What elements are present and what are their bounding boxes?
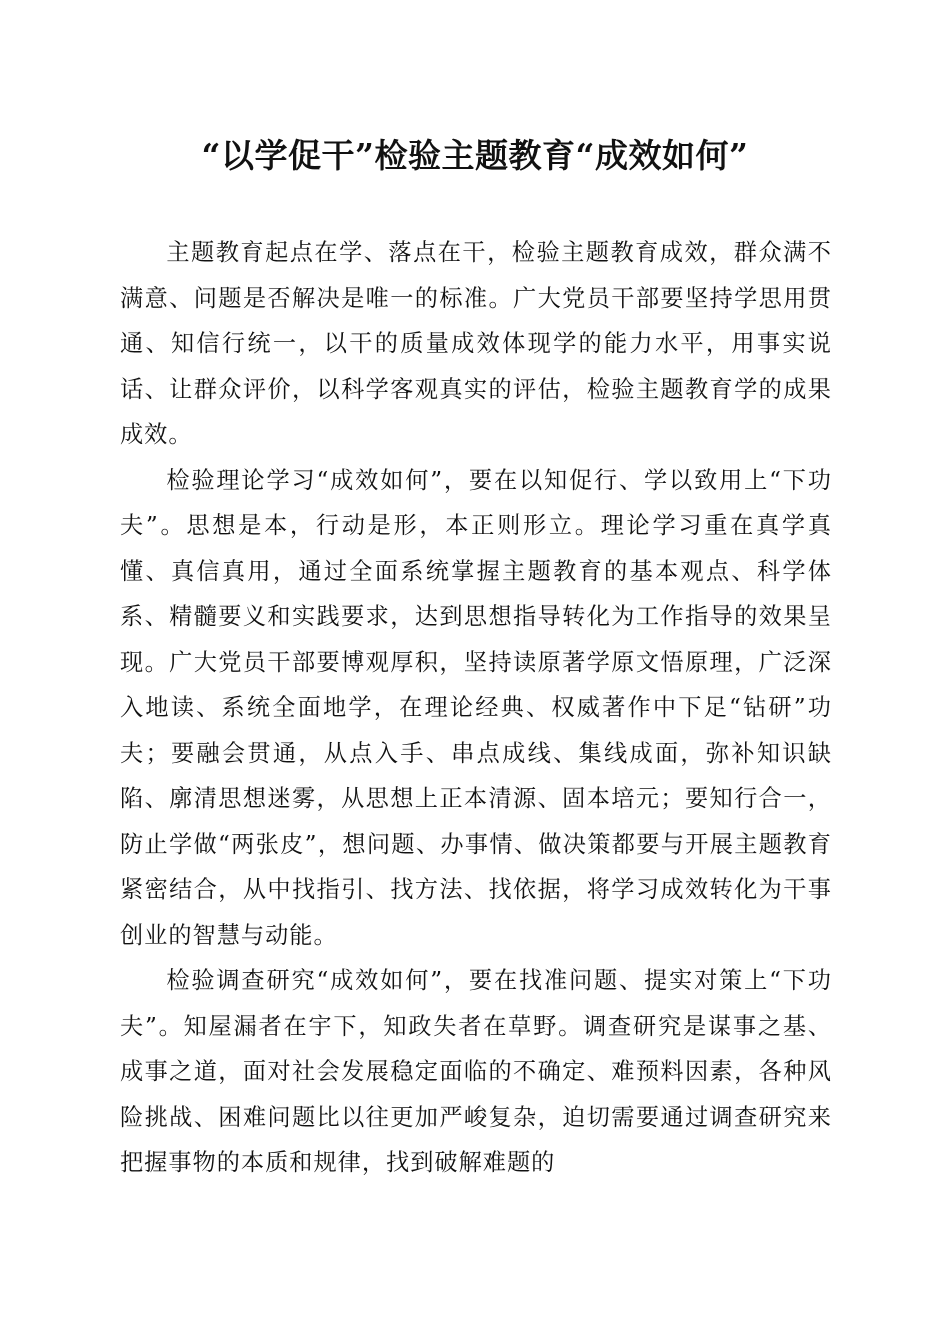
paragraph-intro: 主题教育起点在学、落点在干，检验主题教育成效，群众满不满意、问题是否解决是唯一的标准。广大党员干部要坚持学思用贯通、知信行统一，以干的质量成效体现学的能力水平，用事实说话、让群众评价，以科学客观真实的评估，检验主题教育学的成果成效。 — [120, 239, 832, 448]
paragraph-investigation: 检验调查研究“成效如何”，要在找准问题、提实对策上“下功夫”。知屋漏者在宇下，知政失者在草野。调查研究是谋事之基、成事之道，面对社会发展稳定面临的不确定、难预料因素，各种风险挑战、困难问题比以往更加严峻复杂，迫切需要通过调查研究来把握事物的本质和规律，找到破解难题的 — [120, 967, 832, 1176]
document-body — [120, 230, 832, 1186]
paragraph-theory-study: 检验理论学习“成效如何”，要在以知促行、学以致用上“下功夫”。思想是本，行动是形，本正则形立。理论学习重在真学真懂、真信真用，通过全面系统掌握主题教育的基本观点、科学体系、精髓要义和实践要求，达到思想指导转化为工作指导的效果呈现。广大党员干部要博观厚积，坚持读原著学原文悟原理，广泛深入地读、系统全面地学，在理论经典、权威著作中下足“钻研”功夫；要融会贯通，从点入手、串点成线、集线成面，弥补知识缺陷、廓清思想迷雾，从思想上正本清源、固本培元；要知行合一，防止学做“两张皮”，想问题、办事情、做决策都要与开展主题教育紧密结合，从中找指引、找方法、找依据，将学习成效转化为干事创业的智慧与动能。 — [120, 466, 832, 949]
document-title: “以学促干”检验主题教育“成效如何” — [201, 136, 749, 175]
